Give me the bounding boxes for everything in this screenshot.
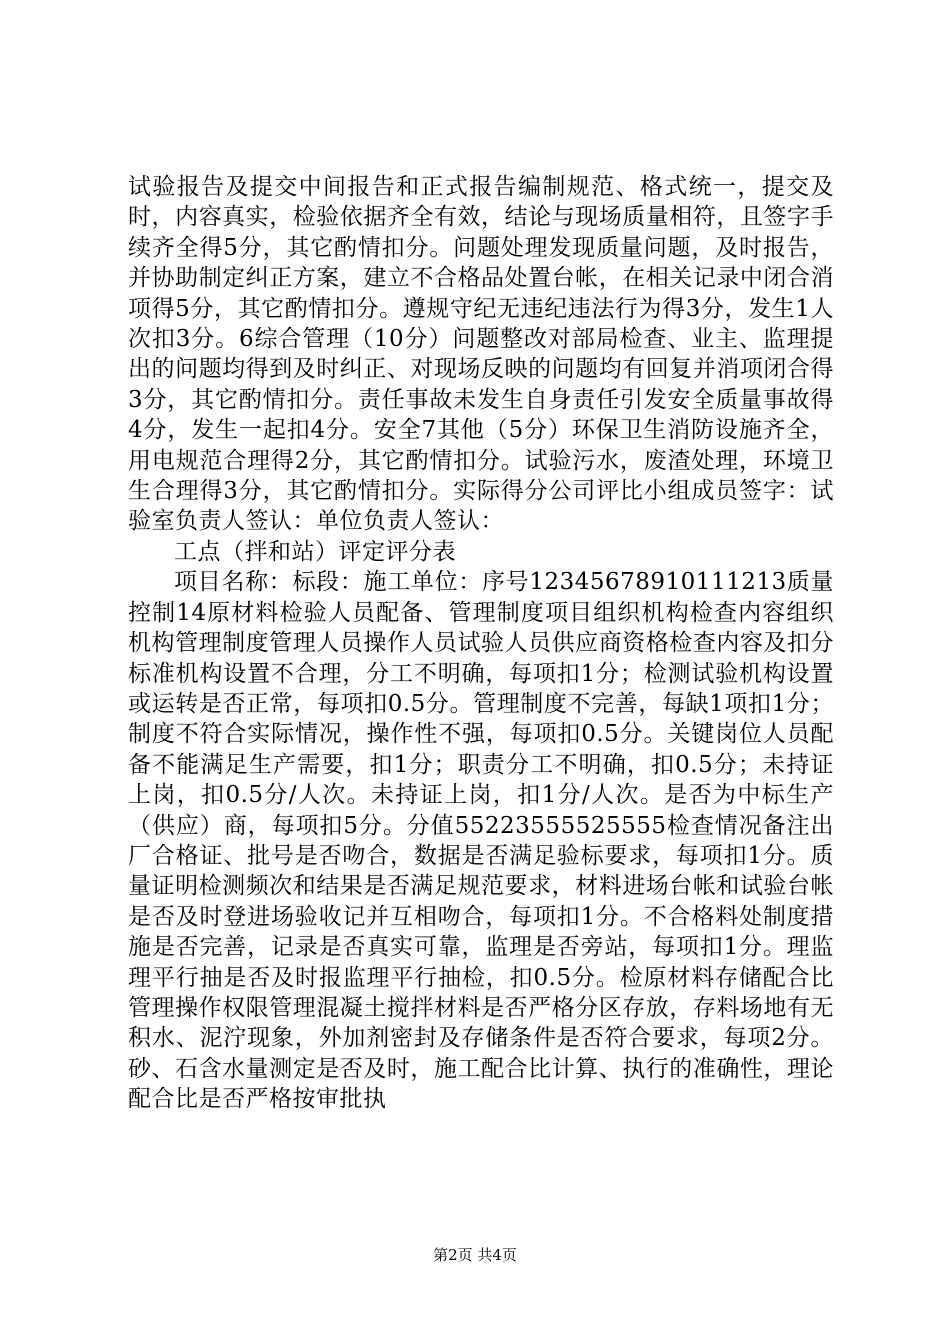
table-title: 工点（拌和站）评定评分表 (174, 538, 456, 565)
page-number-footer: 第2页 共4页 (433, 1246, 517, 1264)
paragraph-scoring-rules: 试验报告及提交中间报告和正式报告编制规范、格式统一，提交及时，内容真实，检验依据齐全有效，结论与现场质量相符，且签字手续齐全得5分，其它酌情扣分。问题处理发现质量问题，及时报告，并协助制定纠正方案，建立不合格品处置台帐，在相关记录中闭合消项得5分，其它酌情扣分。遵规守纪无违纪违法行为得3分，发生1人次扣3分。6综合管理（10分）问题整改对部局检查、业主、监理提出的问题均得到及时纠正、对现场反映的问题均有回复并消项闭合得3分，其它酌情扣分。责任事故未发生自身责任引发安全质量事故得4分，发生一起扣4分。安全7其他（5分）环保卫生消防设施齐全，用电规范合理得2分，其它酌情扣分。试验污水，废渣处理，环境卫生合理得3分，其它酌情扣分。实际得分公司评比小组成员签字：试验室负责人签认：单位负责人签认： (128, 174, 834, 535)
paragraph-project-table: 项目名称：标段：施工单位：序号12345678910111213质量控制14原材料检验人员配备、管理制度项目组织机构检查内容组织机构管理制度管理人员操作人员试验人员供应商资格检查内容及扣分标准机构设置不合理，分工不明确，每项扣1分；检测试验机构设置或运转是否正常，每项扣0.5分。管理制度不完善，每缺1项扣1分；制度不符合实际情况，操作性不强，每项扣0.5分。关键岗位人员配备不能满足生产需要，扣1分；职责分工不明确，扣0.5分；未持证上岗，扣0.5分/人次。未持证上岗，扣1分/人次。是否为中标生产（供应）商，每项扣5分。分值55223555525555检查情况备注出厂合格证、批号是否吻合，数据是否满足验标要求，每项扣1分。质量证明检测频次和结果是否满足规范要求，材料进场台帐和试验台帐是否及时登进场验收记并互相吻合，每项扣1分。不合格料处制度措施是否完善，记录是否真实可靠，监理是否旁站，每项扣1分。理监理平行抽是否及时报监理平行抽检，扣0.5分。检原材料存储配合比管理操作权限管理混凝土搅拌材料是否严格分区存放，存料场地有无积水、泥泞现象，外加剂密封及存储条件是否符合要求，每项2分。砂、石含水量测定是否及时，施工配合比计算、执行的准确性，理论配合比是否严格按审批执 (128, 569, 834, 1113)
document-body (128, 172, 834, 1115)
